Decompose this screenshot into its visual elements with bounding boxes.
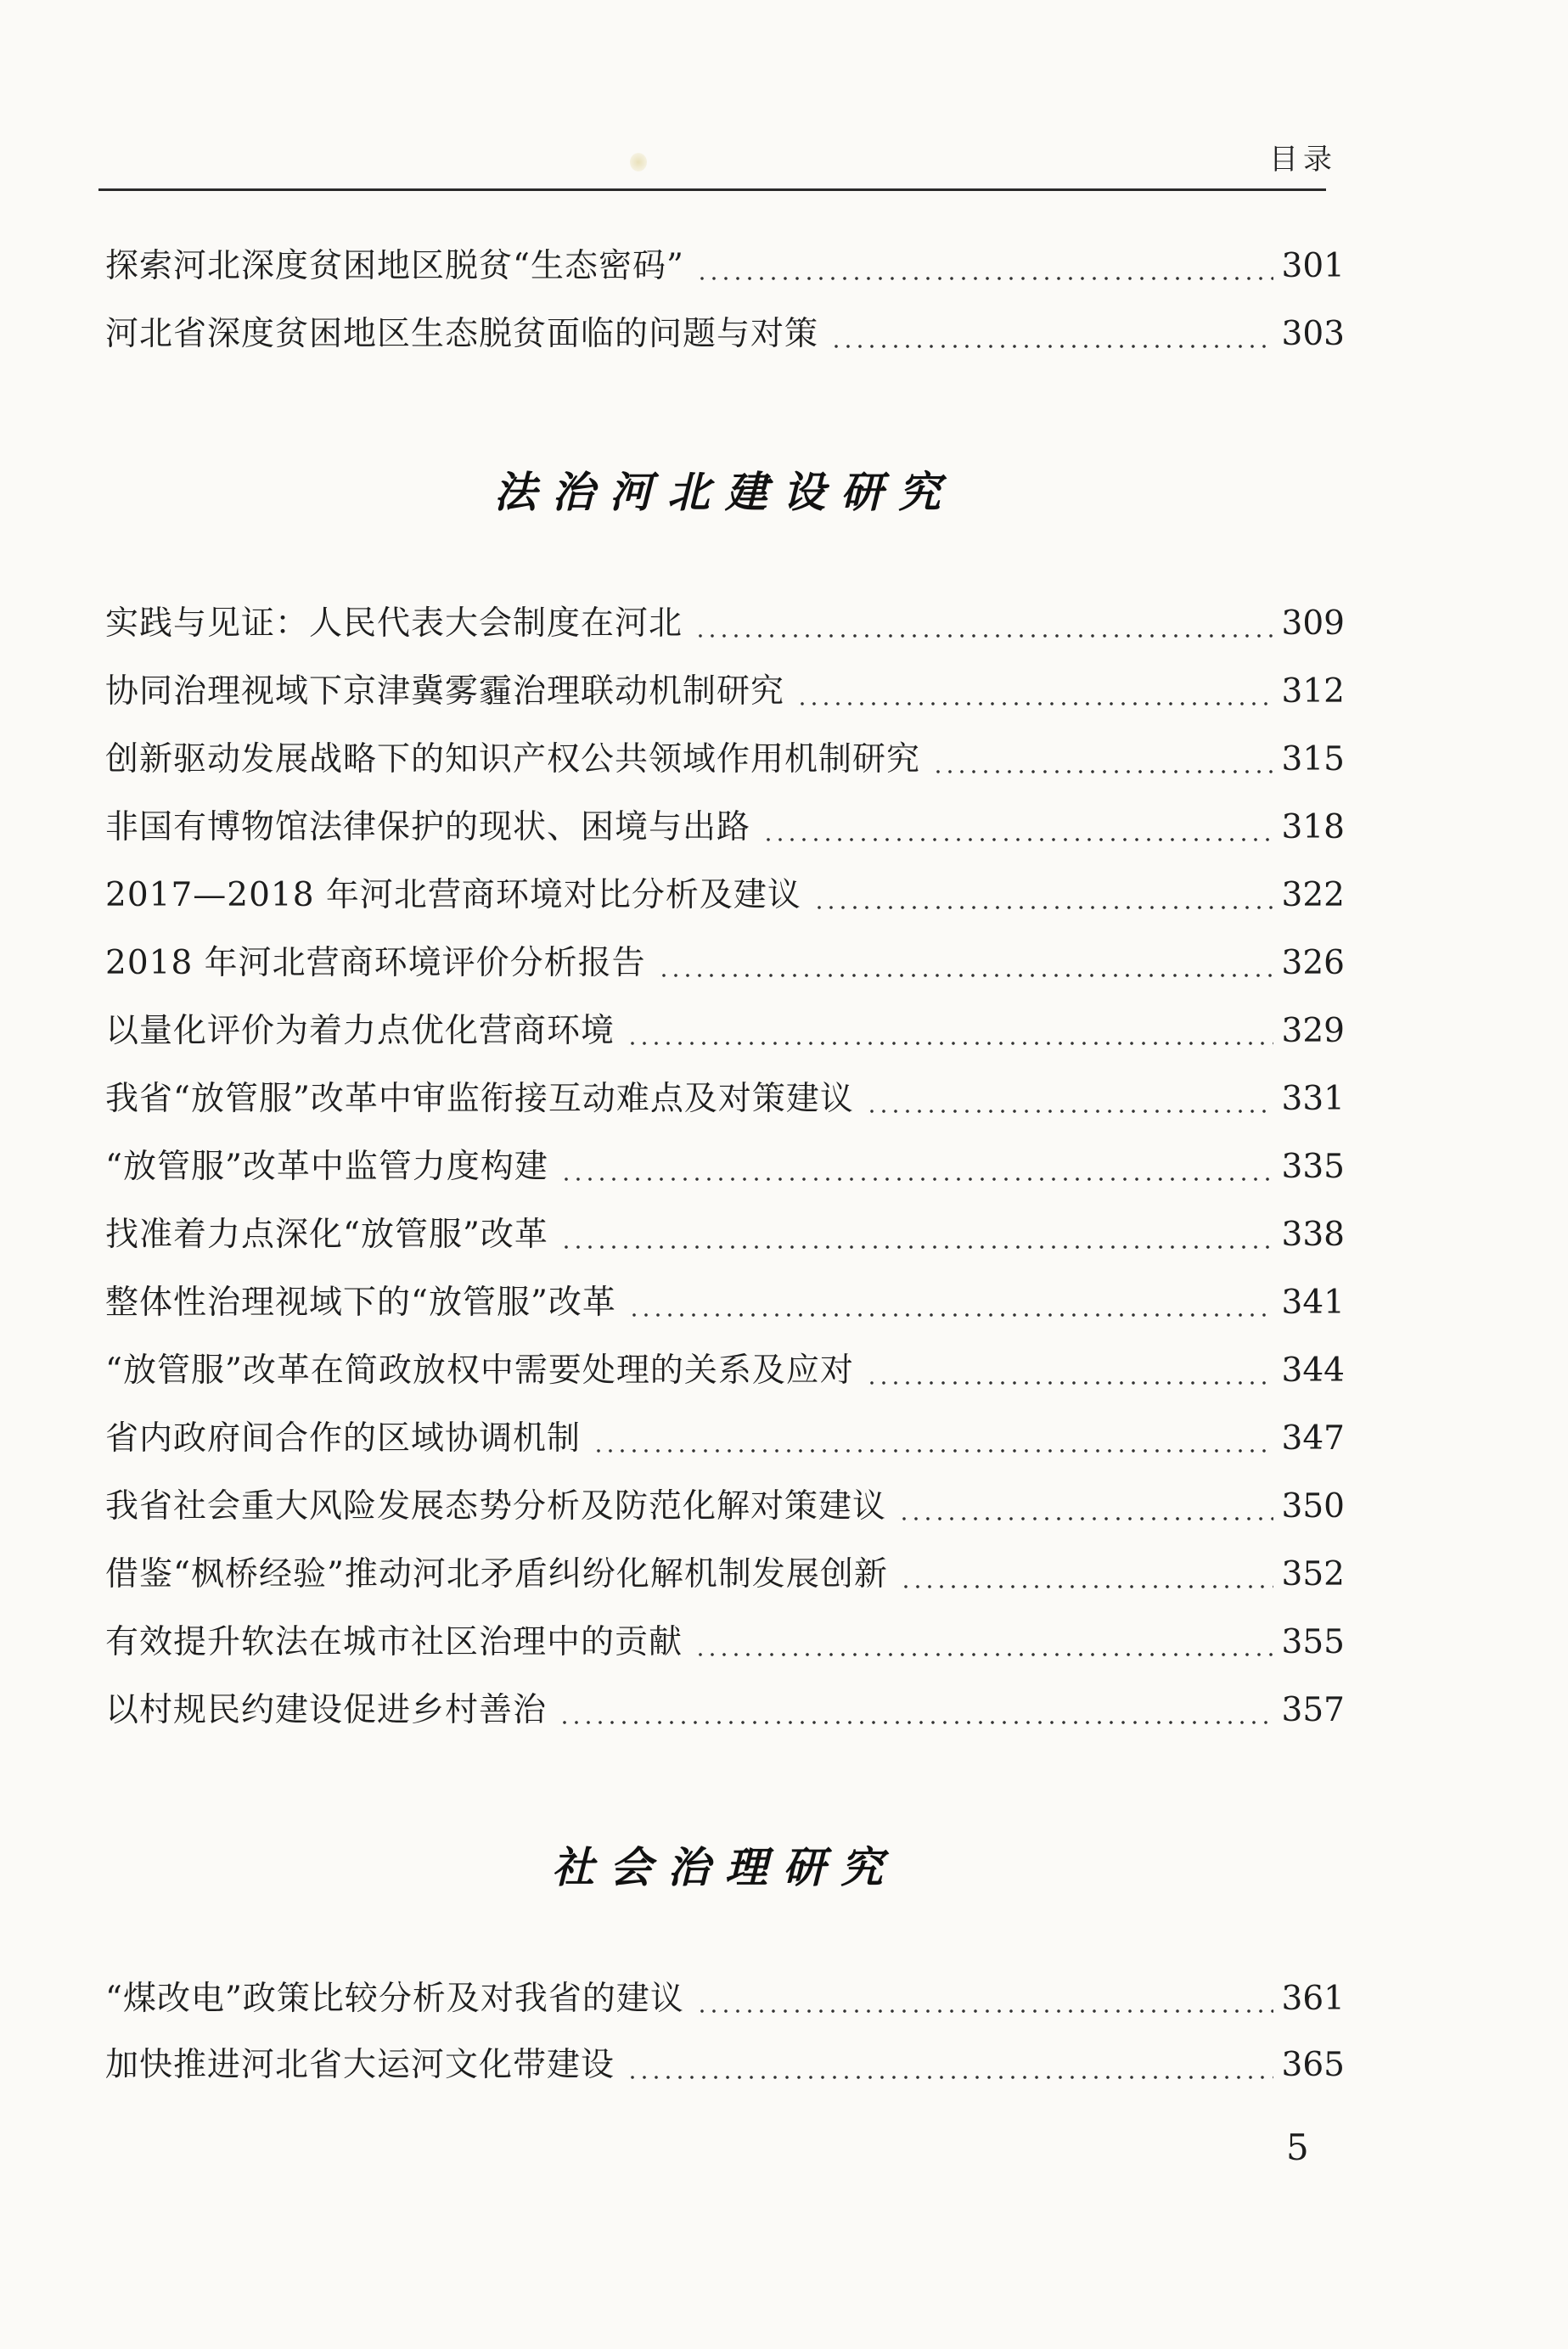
toc-entry — [105, 1278, 1345, 1329]
dot-leader — [658, 974, 1273, 977]
toc-entry-page: 365 — [1281, 2046, 1345, 2084]
toc-entry-title: 加快推进河北省大运河文化带建设 — [105, 2046, 615, 2084]
toc-entry-title: 以量化评价为着力点优化营商环境 — [105, 1012, 615, 1050]
toc-entry — [105, 1413, 1345, 1464]
toc-entry-page: 322 — [1281, 876, 1345, 914]
toc-entry-title: 非国有博物馆法律保护的现状、困境与出路 — [105, 808, 751, 846]
dot-leader — [593, 1449, 1273, 1453]
toc-entry-title: 探索河北深度贫困地区脱贫“生态密码” — [105, 247, 684, 285]
toc-entry — [105, 1074, 1345, 1125]
toc-entry-page: 347 — [1281, 1419, 1345, 1458]
toc-entry-title: 2017—2018 年河北营商环境对比分析及建议 — [105, 876, 801, 914]
toc-entry-page: 303 — [1281, 315, 1345, 353]
toc-entry — [105, 1617, 1345, 1668]
print-mark-icon — [630, 153, 647, 171]
toc-entry — [105, 802, 1345, 853]
toc-entry-title: “放管服”改革在简政放权中需要处理的关系及应对 — [105, 1352, 854, 1390]
dot-leader — [627, 1042, 1273, 1045]
toc-entry-page: 335 — [1281, 1148, 1345, 1186]
dot-leader — [560, 1177, 1273, 1181]
toc-entry — [105, 666, 1345, 717]
toc-entry-title: “煤改电”政策比较分析及对我省的建议 — [105, 1980, 684, 2018]
toc-entry-title: 实践与见证：人民代表大会制度在河北 — [105, 604, 683, 643]
toc-entry-page: 331 — [1281, 1080, 1345, 1118]
toc-entry-page: 350 — [1281, 1487, 1345, 1526]
section-heading: 法治河北建设研究 — [494, 467, 956, 517]
toc-entry — [105, 241, 1345, 292]
toc-entry — [105, 1481, 1345, 1532]
toc-entry-title: 河北省深度贫困地区生态脱贫面临的问题与对策 — [105, 315, 819, 353]
toc-entry — [105, 1974, 1345, 2025]
dot-leader — [796, 702, 1273, 705]
dot-leader — [560, 1245, 1273, 1249]
toc-entry-page: 329 — [1281, 1012, 1345, 1050]
toc-entry — [105, 1685, 1345, 1736]
toc-entry-title: “放管服”改革中监管力度构建 — [105, 1148, 548, 1186]
dot-leader — [694, 1653, 1273, 1656]
toc-entry-title: 借鉴“枫桥经验”推动河北矛盾纠纷化解机制发展创新 — [105, 1555, 888, 1593]
toc-entry — [105, 1346, 1345, 1396]
dot-leader — [866, 1110, 1273, 1113]
section-heading: 社会治理研究 — [552, 1842, 898, 1892]
toc-entry-page: 361 — [1281, 1980, 1345, 2018]
toc-entry — [105, 309, 1345, 360]
dot-leader — [813, 906, 1273, 909]
toc-entry-title: 以村规民约建设促进乡村善治 — [105, 1691, 548, 1729]
dot-leader — [696, 277, 1273, 280]
toc-entry-title: 我省社会重大风险发展态势分析及防范化解对策建议 — [105, 1487, 887, 1526]
toc-entry — [105, 734, 1345, 785]
toc-entry — [105, 1210, 1345, 1261]
toc-entry — [105, 2040, 1345, 2091]
toc-entry-title: 省内政府间合作的区域协调机制 — [105, 1419, 582, 1458]
dot-leader — [628, 1313, 1273, 1317]
dot-leader — [900, 1585, 1273, 1588]
toc-entry — [105, 1142, 1345, 1193]
dot-leader — [898, 1517, 1273, 1520]
toc-entry-page: 341 — [1281, 1284, 1345, 1322]
toc-entry-title: 找准着力点深化“放管服”改革 — [105, 1216, 548, 1254]
dot-leader — [762, 838, 1273, 841]
toc-entry — [105, 598, 1345, 649]
toc-entry-page: 352 — [1281, 1555, 1345, 1593]
toc-entry-page: 301 — [1281, 247, 1345, 285]
toc-entry-page: 326 — [1281, 944, 1345, 982]
dot-leader — [694, 634, 1273, 638]
dot-leader — [627, 2076, 1273, 2079]
toc-entry-page: 315 — [1281, 740, 1345, 778]
toc-entry-page: 344 — [1281, 1352, 1345, 1390]
dot-leader — [830, 345, 1273, 348]
toc-entry-page: 338 — [1281, 1216, 1345, 1254]
toc-entry-title: 协同治理视域下京津冀雾霾治理联动机制研究 — [105, 672, 785, 711]
toc-entry-title: 整体性治理视域下的“放管服”改革 — [105, 1284, 616, 1322]
toc-entry-title: 我省“放管服”改革中审监衔接互动难点及对策建议 — [105, 1080, 854, 1118]
toc-entry — [105, 870, 1345, 921]
toc-entry-page: 318 — [1281, 808, 1345, 846]
dot-leader — [559, 1721, 1273, 1724]
running-head: 目录 — [1269, 143, 1337, 177]
toc-entry-page: 357 — [1281, 1691, 1345, 1729]
toc-entry-title: 创新驱动发展战略下的知识产权公共领域作用机制研究 — [105, 740, 921, 778]
dot-leader — [696, 2009, 1273, 2013]
header-rule — [98, 188, 1326, 191]
toc-entry — [105, 1006, 1345, 1057]
toc-entry-title: 有效提升软法在城市社区治理中的贡献 — [105, 1623, 683, 1661]
toc-entry-title: 2018 年河北营商环境评价分析报告 — [105, 944, 646, 982]
toc-entry-page: 312 — [1281, 672, 1345, 711]
toc-entry — [105, 938, 1345, 989]
toc-entry — [105, 1549, 1345, 1600]
toc-entry-page: 355 — [1281, 1623, 1345, 1661]
dot-leader — [866, 1381, 1273, 1385]
page-number: 5 — [1286, 2127, 1309, 2168]
toc-entry-page: 309 — [1281, 604, 1345, 643]
dot-leader — [932, 770, 1273, 773]
